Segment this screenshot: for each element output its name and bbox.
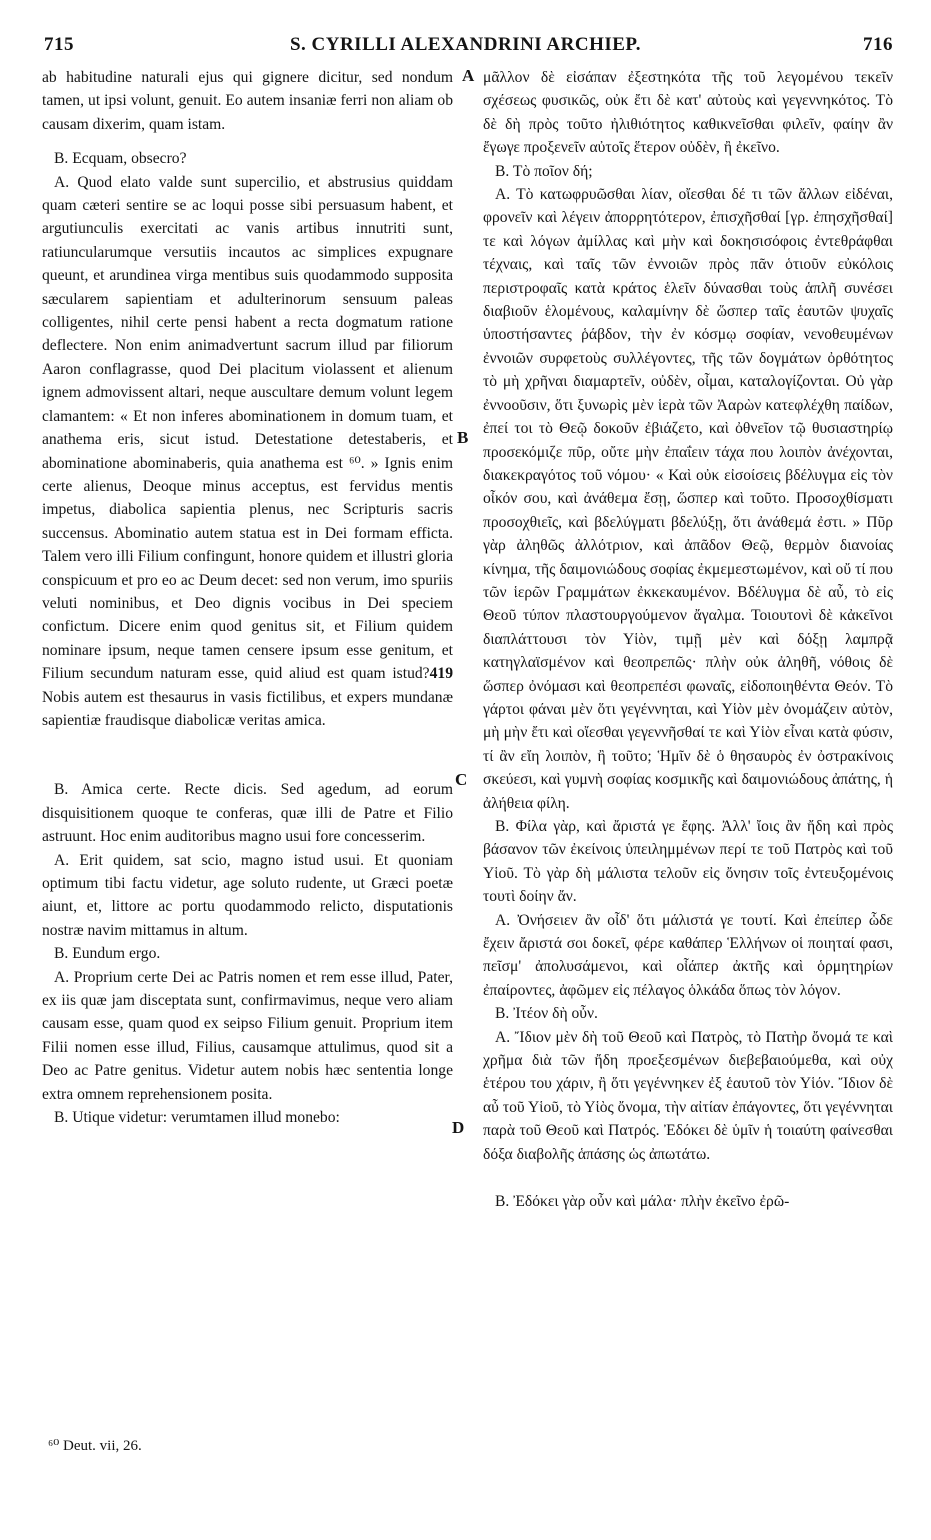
latin-paragraph: A. Proprium certe Dei ac Patris nomen et rem esse illud, Pater, ex iis quæ jam disceptata sunt, confirmavimus, neque vero aliam causam esse, quam quod ex seipso Filium genuit. Proprium item Filii nomen esse illud, Filius, causamque attulimus, quod sit a Deo ac Patre genitus. Videtur autem nobis hæc sententia longe extra omnem reprehensionem posita. xyxy=(42,968,453,1103)
latin-paragraph: A. Erit quidem, sat scio, magno istud usui. Et quoniam optimum tibi factu videtur, age soluto rudente, ut Græci poetæ aiunt, et, littore ac portu quodammodo relicto, disputationis nostræ navim mittamus in altum. xyxy=(42,851,453,939)
latin-paragraph: B. Utique videtur: verumtamen illud monebo: xyxy=(54,1109,340,1127)
running-title: S. CYRILLI ALEXANDRINI ARCHIEP. xyxy=(289,34,642,55)
latin-paragraph: B. Eundum ergo. xyxy=(54,945,161,963)
latin-column xyxy=(42,66,453,1129)
column-number-marker: 419 xyxy=(429,665,453,683)
margin-letter-a: A xyxy=(462,66,475,85)
greek-paragraph: Β. Τὸ ποῖον δή; xyxy=(495,162,593,180)
latin-paragraph: ab habitudine naturali ejus qui gignere dicitur, sed nondum tamen, ut ipsi volunt, genuit. Eo autem insaniæ ferri non aliam ob causam dixerim, quam istam. xyxy=(42,69,453,133)
greek-paragraph: Β. Ἐδόκει γὰρ οὖν καὶ μάλα· πλὴν ἐκεῖνο ἐρῶ- xyxy=(495,1193,790,1211)
latin-text: A. Quod elato valde sunt supercilio, et abstrusius quiddam quam cæteri sentire se ac loqui posse sibi persuasum habent, et argutiunculis exercitati ac vanis artibus innutriti sunt, ratiuncularumque versutiis incautos ac simplices expugnare queunt, et arundinea virga mentibus suis quodammodo supposita sæcularem sapientiam et adulterinorum sensuum paleas colligentes, nihil certe pensi habent a recta dogmatum ratione deflectere. Non enim animadvertunt sacrum illud par filiorum Aaron conflagrasse, quod Dei placitum violassent et alienum ignem admovissent altari, neque auscultare demum volunt legem clamantem: « Et non inferes abominationem in domum tuam, et anathema eris, sicut istud. Detestatione detestaberis, et abominatione abominaberis, quia anathema est ⁶⁰. » Ignis enim certe alienus, Deoque minus acceptus, est fervidus mentis impetus, diabolica sapientia plenus, nec Scripturis sacris succensus. Abominatio autem statua est in Dei formam efficta. Talem vero illi Filium confingunt, honore quidem et illustri gloria conspicuum et pro eo ac Deum decet: sed non verum, imo spuriis veluti nominibus, et Deo dignis vocibus in Dei speciem confictum. Dicere enim quod genitus sit, et Filium quidem nominare ipsum, neque tamen censere ipsum esse genitum, et Filium secundum naturam esse, quid aliud est quam istud? xyxy=(42,173,453,683)
footnote: ⁶⁰ Deut. vii, 26. xyxy=(48,1438,142,1454)
greek-paragraph: Β. Ἰτέον δὴ οὖν. xyxy=(495,1005,598,1023)
greek-paragraph: Β. Φίλα γὰρ, καὶ ἄριστά γε ἔφης. Ἀλλ' ἴοις ἂν ἤδη καὶ πρὸς βάσανον τῶν ἐκείνοις ὑπειλημμένων περί τε τοῦ Πατρὸς καὶ τοῦ Υἱοῦ. Τὸ γὰρ δὴ μάλιστα τελοῦν εἰς ὄνησιν τοῖς ἐντευξομένοις τουτὶ δοίην ἄν. xyxy=(483,818,893,906)
greek-column xyxy=(483,66,893,1214)
margin-letter-c: C xyxy=(455,770,468,789)
latin-text: Nobis autem est thesaurus in vasis fictilibus, et expers mundanæ sapientiæ fraudisque diabolicæ veritas amica. xyxy=(42,688,453,729)
latin-paragraph xyxy=(42,171,453,733)
greek-paragraph: Α. Ὀνήσειεν ἂν οἶδ' ὅτι μάλιστά γε τουτί. Καὶ ἐπείπερ ὧδε ἔχειν ἄριστά σοι δοκεῖ, φέρε καθάπερ Ἑλλήνων οἱ ποιηταί φασι, πεῖσμ' ἀπολυσάμενοι, καὶ οἷάπερ ἀκτῆς καὶ ὁρμητηρίων ἐπαίροντες, ἀφῶμεν εἰς πέλαγος ὁλκάδα ὅπως τὸν λόγον. xyxy=(483,911,893,999)
latin-paragraph: B. Ecquam, obsecro? xyxy=(54,150,187,168)
greek-paragraph: Α. Τὸ κατωφρυῶσθαι λίαν, οἴεσθαι δέ τι τῶν ἄλλων εἰδέναι, φρονεῖν καὶ λέγειν ἀπορρητότερον, ἐπισχῆσθαί [γρ. ἐπησχῆσθαί] τε καὶ λόγων ἀμίλλας καὶ μὴν καὶ δοκησισόφοις ἐντεθράφθαι τέχναις, καὶ ταῖς τῶν ἐννοιῶν πρὸς πᾶν ὁτιοῦν εὐκόλοις περιστροφαῖς κατὰ κράτος ἑλεῖν δύνασθαι τοὺς ἁπλῆ συνέσει διαβιοῦν ἑλομένους, καλαμίνην δὲ ὥσπερ ταῖς ἑαυτῶν ψυχαῖς ὑποστήσαντες ῥάβδον, τὴν ἐν κόσμῳ σοφίαν, νενοθευμένων ἐννοιῶν συρφετοὺς συλλέγοντες, τῆς τῶν δογμάτων ὀρθότητος τὸ μὴ χρῆναι διαμαρτεῖν, οὐδὲν, οἶμαι, καταλογίζονται. Οὐ γὰρ ἐννοοῦσιν, ὅτι ξυνωρὶς μὲν ἱερὰ τῶν Ἀαρὼν κατεφλέχθη παίδων, ἐπεί τοι τὸ Θεῷ δοκοῦν ἐβιάζετο, καὶ ὀθνεῖον τῷ θυσιαστηρίῳ προσεκόμιζε πῦρ, οὔτε μὴν ἐπαΐειν τάχα που λοιπὸν ἀνέχονται, διακεκραγότος τοῦ νόμου· « Καὶ οὐκ εἰσοίσεις βδέλυγμα εἰς τὸν οἶκόν σου, καὶ ἀνάθεμα ἔσῃ, ὥσπερ καὶ τοῦτο. Προσοχθίσματι προσοχθιεῖς, καὶ βδελύγματι βδελύξῃ, ὅτι ἀνάθεμά ἐστι. » Πῦρ γὰρ ἀληθῶς ἀλλότριον, καὶ ἀπᾶδον Θεῷ, θερμὸν διανοίας κίνημα, τῆς δαιμονιώδους σοφίας ἐκμεμεστωμένον, καὶ οὔ τί που τῶν ἱερῶν Γραμμάτων ἐκκεκαυμένον. Βδέλυγμα δὲ αὖ, τὸ εἰς Θεοῦ τύπον πλαστουργούμενον ἄγαλμα. Τοιουτονὶ δὲ κἀκεῖνοι διαπλάττουσι τὸν Υἱὸν, τιμῇ μὲν καὶ δόξῃ λαμπρᾷ κατηγλαϊσμένον καὶ θεοπρεπῶς· πλὴν οὐκ ἀληθῆ, νόθοις δὲ ὥσπερ ὀνόμασι καὶ θεοπρεπέσι φωναῖς, εἰδοποιηθέντα Θεόν. Τὸ γάρτοι φάναι μὲν ὅτι γεγέννηται, καὶ Υἱὸν μὲν ὀνομάζειν αὐτὸν, μὴ μὴν ἔτι καὶ οἴεσθαι γεγεννῆσθαί τε καὶ Υἱὸν εἶναι κατὰ φύσιν, τί ἂν εἴη λοιπὸν, ἢ τοῦτο; Ἡμῖν δὲ ὁ θησαυρὸς ἐν ὀστρακίνοις σκεύεσι, καὶ γυμνὴ σοφίας κοσμικῆς καὶ δαιμονιώδους ἀπάτης, ἡ ἀλήθεια φίλη. xyxy=(483,186,893,812)
page-number-left: 715 xyxy=(44,34,74,55)
greek-paragraph: μᾶλλον δὲ εἰσάπαν ἐξεστηκότα τῆς τοῦ λεγομένου τεκεῖν σχέσεως φυσικῶς, οὐκ ἔτι δὲ κατ' αὐτοὺς καὶ γεγεννηκότος. Τὸ δὲ δὴ πρὸς τοῦτο ἠλιθιότητος καθικνεῖσθαι φιλεῖν, φαίην ἂν ἔγωγε προξενεῖν αὐτοῖς ἕτερον οὐδὲν, ἢ ἐκεῖνο. xyxy=(483,69,893,157)
margin-letter-b: B xyxy=(457,428,469,447)
page-number-right: 716 xyxy=(863,34,893,55)
greek-paragraph: Α. Ἴδιον μὲν δὴ τοῦ Θεοῦ καὶ Πατρὸς, τὸ Πατὴρ ὄνομά τε καὶ χρῆμα διὰ τῶν ἤδη προεξεσμένων διεβεβαιούμεθα, καὶ οὐχ ἑτέρου του χάριν, ἢ ὅτι γεγέννηκεν ἐξ ἑαυτοῦ τὸν Υἱόν. Ἴδιον δὲ αὖ τοῦ Υἱοῦ, τὸ Υἱὸς ὄνομα, τὴν αἰτίαν ἐπάγοντες, ὅτι γεγέννηται παρὰ τοῦ Θεοῦ καὶ Πατρός. Ἐδόκει δὲ ὑμῖν ἡ τοιαύτη φαίνεσθαι δόξα διαβολῆς ἁπάσης ὡς ἀπωτάτω. xyxy=(483,1028,893,1163)
latin-paragraph: B. Amica certe. Recte dicis. Sed agedum, ad eorum disquisitionem quoque te conferas, quæ illi de Patre et Filio astruunt. Hoc enim auditoribus magno usui fore concesserim. xyxy=(42,781,453,846)
margin-letter-d: D xyxy=(452,1118,465,1137)
